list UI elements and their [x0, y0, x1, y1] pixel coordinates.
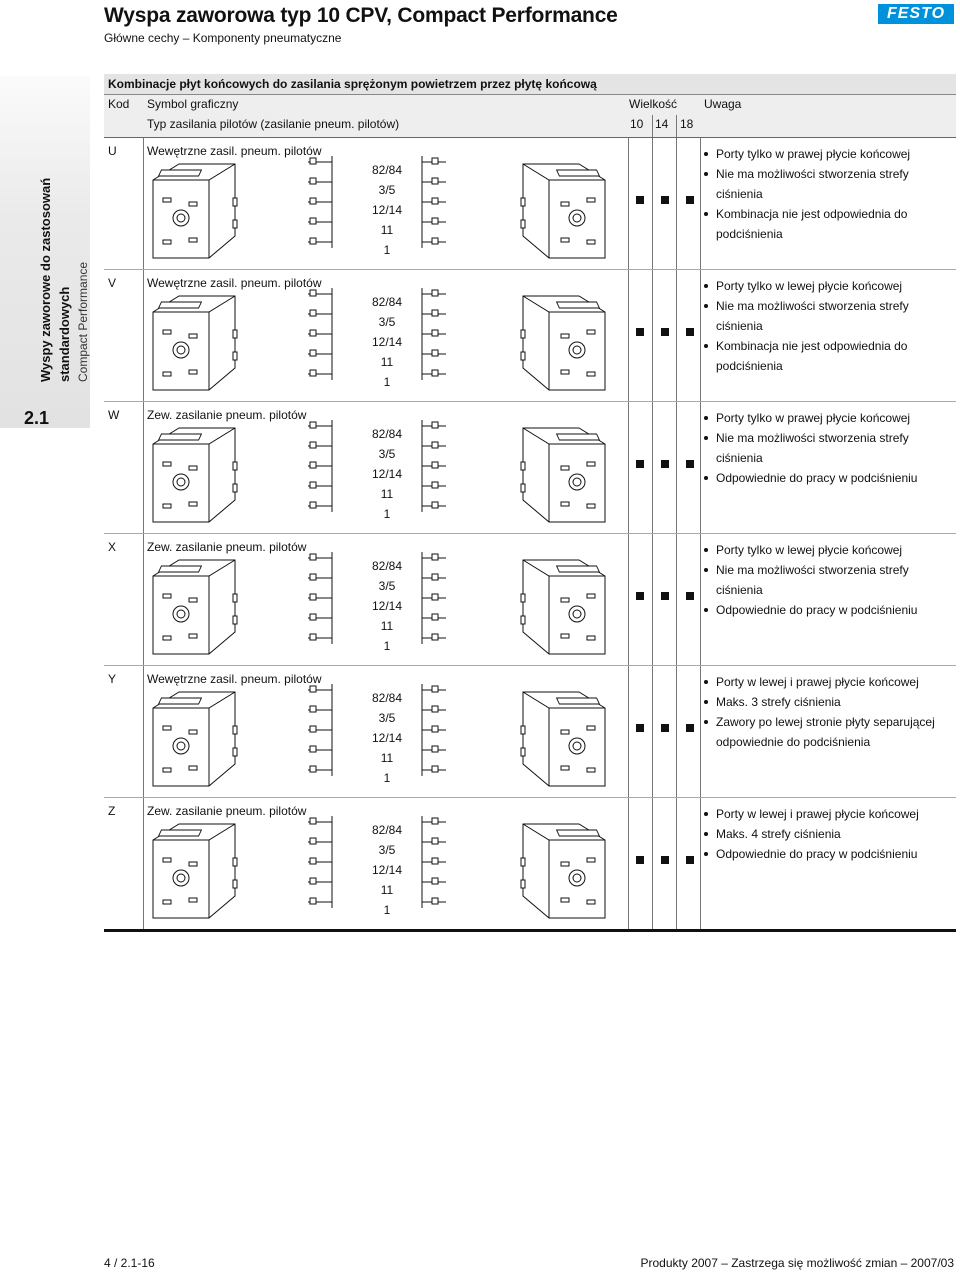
- port-label: 1: [383, 507, 391, 521]
- port-labels: [366, 688, 408, 788]
- row-supply-type: Wewętrzne zasil. pneum. pilotów: [147, 276, 322, 290]
- table-title: Kombinacje płyt końcowych do zasilania sprężonym powietrzem przez płytę końcową: [104, 74, 956, 95]
- port-label: 11: [380, 883, 394, 897]
- note-item: Porty tylko w lewej płycie końcowej: [704, 276, 956, 296]
- size-available-marker: [636, 460, 644, 468]
- row-notes: [704, 804, 956, 864]
- table-header: [104, 95, 956, 138]
- note-item: Porty tylko w prawej płycie końcowej: [704, 408, 956, 428]
- port-label: 12/14: [371, 203, 403, 217]
- port-label: 3/5: [378, 447, 396, 461]
- row-code: Y: [108, 672, 117, 686]
- port-label: 82/84: [371, 823, 403, 837]
- port-labels: [366, 160, 408, 260]
- size-available-marker: [636, 196, 644, 204]
- port-labels: [366, 820, 408, 920]
- page-subtitle: Główne cechy – Komponenty pneumatyczne: [104, 31, 342, 45]
- port-label: 1: [383, 639, 391, 653]
- port-label: 3/5: [378, 843, 396, 857]
- header-wielkosc: Wielkość: [629, 97, 678, 111]
- endplate-combinations-table: [104, 74, 956, 932]
- port-label: 11: [380, 355, 394, 369]
- table-row: [104, 270, 956, 402]
- port-label: 82/84: [371, 427, 403, 441]
- note-item: Odpowiednie do pracy w podciśnieniu: [704, 468, 956, 488]
- port-label: 82/84: [371, 295, 403, 309]
- row-notes: [704, 408, 956, 488]
- size-available-marker: [636, 724, 644, 732]
- size-available-marker: [636, 856, 644, 864]
- note-item: Porty tylko w prawej płycie końcowej: [704, 144, 956, 164]
- header-size-10: 10: [630, 117, 644, 131]
- note-item: Odpowiednie do pracy w podciśnieniu: [704, 844, 956, 864]
- table-row: [104, 534, 956, 666]
- row-supply-type: Zew. zasilanie pneum. pilotów: [147, 408, 307, 422]
- note-item: Maks. 4 strefy ciśnienia: [704, 824, 956, 844]
- note-item: Porty tylko w lewej płycie końcowej: [704, 540, 956, 560]
- page-number: 4 / 2.1-16: [104, 1256, 155, 1270]
- port-label: 82/84: [371, 163, 403, 177]
- port-label: 12/14: [371, 467, 403, 481]
- row-notes: [704, 672, 956, 752]
- header-symbol-sub: Typ zasilania pilotów (zasilanie pneum. pilotów): [147, 117, 400, 131]
- row-code: U: [108, 144, 117, 158]
- port-label: 3/5: [378, 315, 396, 329]
- note-item: Nie ma możliwości stworzenia strefy ciśnienia: [704, 560, 956, 600]
- port-label: 11: [380, 751, 394, 765]
- size-available-marker: [636, 592, 644, 600]
- note-item: Zawory po lewej stronie płyty separującej odpowiednie do podciśnienia: [704, 712, 956, 752]
- port-label: 1: [383, 771, 391, 785]
- size-available-marker: [661, 196, 669, 204]
- port-label: 11: [380, 487, 394, 501]
- note-item: Nie ma możliwości stworzenia strefy ciśnienia: [704, 296, 956, 336]
- row-supply-type: Wewętrzne zasil. pneum. pilotów: [147, 144, 322, 158]
- festo-logo: FESTO: [878, 4, 954, 24]
- size-available-marker: [661, 592, 669, 600]
- size-available-marker: [636, 328, 644, 336]
- footer-note: Produkty 2007 – Zastrzega się możliwość zmian – 2007/03: [640, 1256, 954, 1270]
- port-label: 12/14: [371, 863, 403, 877]
- header-uwaga: Uwaga: [704, 97, 742, 111]
- note-item: Porty w lewej i prawej płycie końcowej: [704, 804, 956, 824]
- section-number: 2.1: [24, 408, 50, 428]
- port-label: 82/84: [371, 559, 403, 573]
- size-available-marker: [686, 328, 694, 336]
- port-label: 11: [380, 619, 394, 633]
- row-code: W: [108, 408, 120, 422]
- note-item: Maks. 3 strefy ciśnienia: [704, 692, 956, 712]
- size-available-marker: [661, 460, 669, 468]
- port-labels: [366, 556, 408, 656]
- note-item: Nie ma możliwości stworzenia strefy ciśnienia: [704, 164, 956, 204]
- port-label: 11: [380, 223, 394, 237]
- port-label: 3/5: [378, 579, 396, 593]
- row-code: V: [108, 276, 117, 290]
- size-available-marker: [686, 724, 694, 732]
- size-available-marker: [661, 328, 669, 336]
- port-label: 12/14: [371, 599, 403, 613]
- page-title: Wyspa zaworowa typ 10 CPV, Compact Performance: [104, 4, 618, 27]
- sidebar-line1: Wyspy zaworowe do zastosowań: [38, 177, 53, 382]
- header-kod: Kod: [108, 97, 130, 111]
- note-item: Porty w lewej i prawej płycie końcowej: [704, 672, 956, 692]
- port-label: 1: [383, 243, 391, 257]
- header-size-18: 18: [680, 117, 694, 131]
- row-supply-type: Zew. zasilanie pneum. pilotów: [147, 804, 307, 818]
- table-row: [104, 798, 956, 932]
- row-notes: [704, 144, 956, 244]
- port-label: 1: [383, 903, 391, 917]
- table-row: [104, 666, 956, 798]
- note-item: Odpowiednie do pracy w podciśnieniu: [704, 600, 956, 620]
- sidebar-line3: Compact Performance: [76, 261, 90, 382]
- port-label: 3/5: [378, 183, 396, 197]
- row-supply-type: Wewętrzne zasil. pneum. pilotów: [147, 672, 322, 686]
- size-available-marker: [686, 856, 694, 864]
- header-symbol: Symbol graficzny: [147, 97, 239, 111]
- note-item: Kombinacja nie jest odpowiednia do podciśnienia: [704, 204, 956, 244]
- port-labels: [366, 292, 408, 392]
- note-item: Kombinacja nie jest odpowiednia do podciśnienia: [704, 336, 956, 376]
- header-size-14: 14: [655, 117, 669, 131]
- size-available-marker: [686, 196, 694, 204]
- size-available-marker: [661, 856, 669, 864]
- port-label: 12/14: [371, 731, 403, 745]
- port-label: 3/5: [378, 711, 396, 725]
- row-notes: [704, 276, 956, 376]
- port-label: 1: [383, 375, 391, 389]
- table-row: [104, 138, 956, 270]
- table-row: [104, 402, 956, 534]
- row-code: Z: [108, 804, 116, 818]
- sidebar-line2: standardowych: [57, 286, 72, 382]
- row-code: X: [108, 540, 117, 554]
- size-available-marker: [686, 460, 694, 468]
- port-label: 82/84: [371, 691, 403, 705]
- port-labels: [366, 424, 408, 524]
- size-available-marker: [686, 592, 694, 600]
- row-supply-type: Zew. zasilanie pneum. pilotów: [147, 540, 307, 554]
- port-label: 12/14: [371, 335, 403, 349]
- row-notes: [704, 540, 956, 620]
- note-item: Nie ma możliwości stworzenia strefy ciśnienia: [704, 428, 956, 468]
- size-available-marker: [661, 724, 669, 732]
